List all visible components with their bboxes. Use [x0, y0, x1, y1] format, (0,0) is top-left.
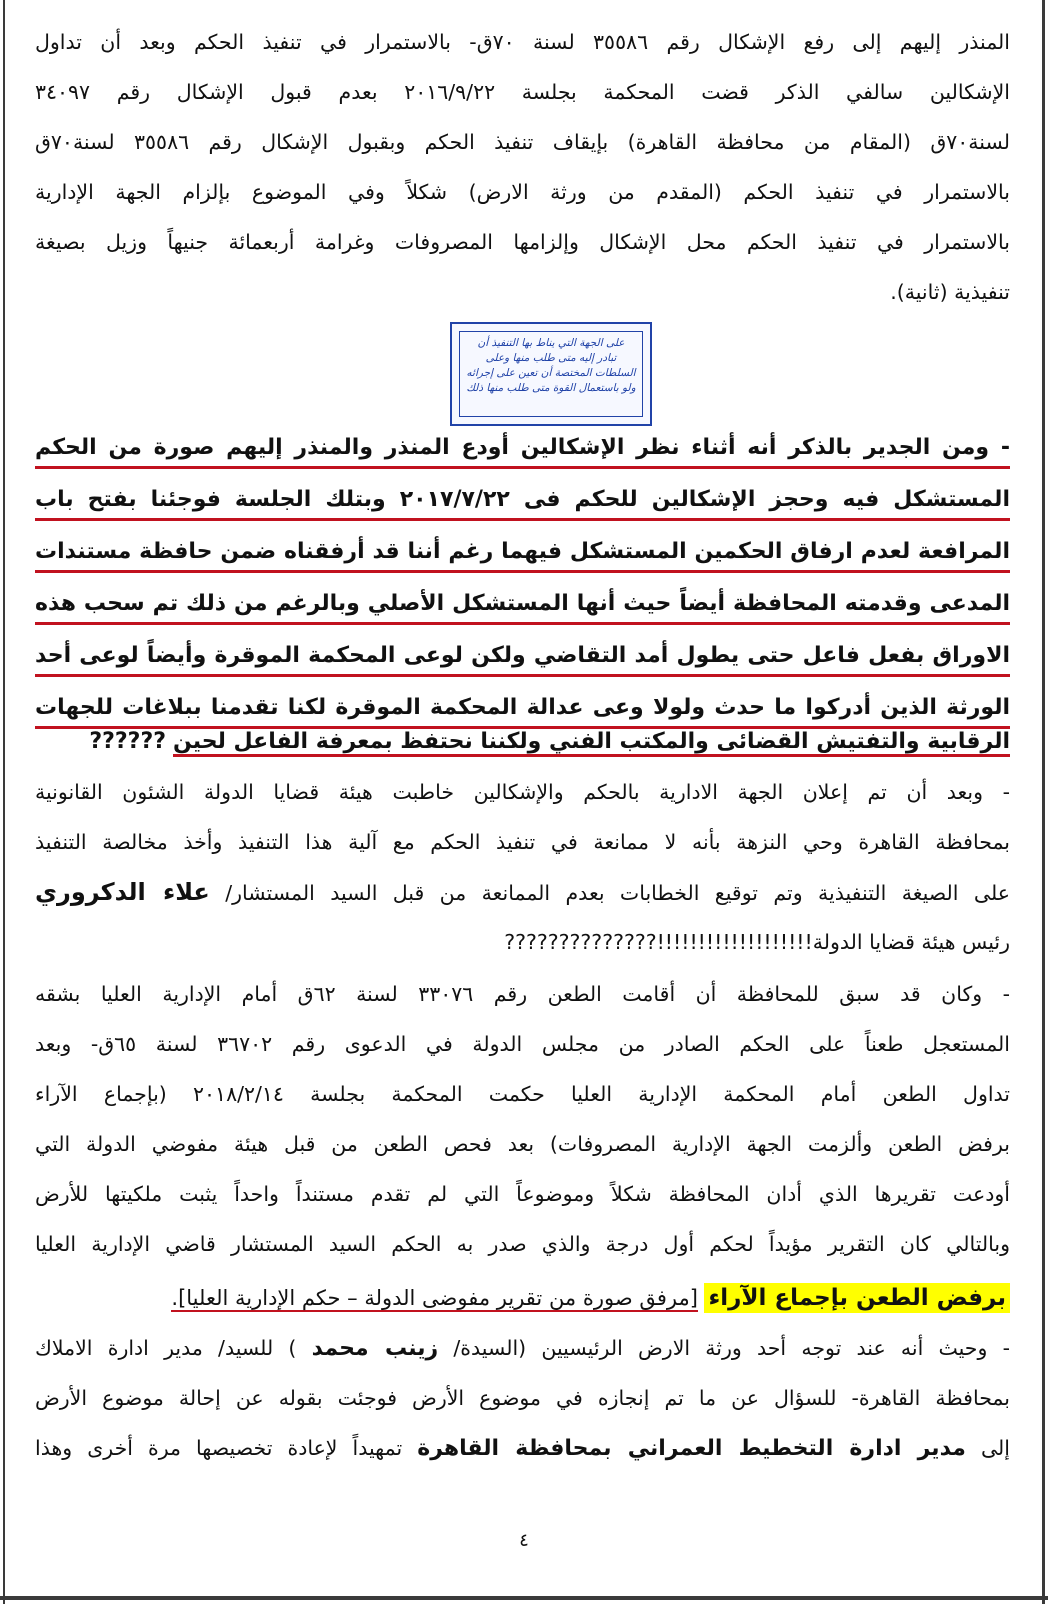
- paragraph-line: بالاستمرار في تنفيذ الحكم (المقدم من ورثة الارض) شكلاً وفي الموضوع بإلزام الجهة الإدارية: [35, 180, 1010, 204]
- underlined-line: الاوراق بفعل فاعل حتى يطول أمد التقاضي ولكن لوعى المحكمة الموقرة وأيضاً لوعى أحد: [35, 636, 1010, 677]
- paragraph-line: برفض الطعن وألزمت الجهة الإدارية المصروفات) بعد فحص الطعن من قبل هيئة مفوضي الدولة التي: [35, 1132, 1010, 1156]
- paragraph-line: [35, 1276, 1010, 1320]
- paragraph-line: تنفيذية (ثانية).: [890, 280, 1010, 304]
- scan-border-right: [1042, 0, 1045, 1604]
- underlined-line: المستشكل فيه وحجز الإشكالين للحكم فى ٢٠١٧/٧/٢٢ وبتلك الجلسة فوجئنا بفتح باب: [35, 480, 1010, 521]
- paragraph-line: [35, 876, 1010, 910]
- stamp-text: [460, 336, 642, 396]
- question-marks: ??????: [89, 729, 166, 754]
- highlighted-ruling: برفض الطعن بإجماع الآراء: [704, 1283, 1010, 1313]
- person-name: زينب محمد: [311, 1336, 439, 1361]
- paragraph-line: تداول الطعن أمام المحكمة الإدارية العليا حكمت المحكمة بجلسة ٢٠١٨/٢/١٤ (بإجماع الآراء: [35, 1082, 1010, 1106]
- paragraph-line: - وبعد أن تم إعلان الجهة الادارية بالحكم والإشكالين خاطبت هيئة قضايا الدولة الشئون القانونية: [35, 780, 1010, 804]
- stamp-line: السلطات المختصة أن تعين على إجرائه: [466, 367, 636, 379]
- underlined-line: - ومن الجدير بالذكر أنه أثناء نظر الإشكالين أودع المنذر والمنذر إليهم صورة من الحكم: [35, 428, 1010, 469]
- paragraph-line: المستعجل طعناً على الحكم الصادر من مجلس الدولة في الدعوى رقم ٣٦٧٠٢ لسنة ٦٥ق- وبعد: [35, 1032, 1010, 1056]
- official-title: مدير ادارة التخطيط العمراني بمحافظة القاهرة: [417, 1436, 966, 1461]
- paragraph-text: تمهيداً لإعادة تخصيصها مرة أخرى وهذا: [35, 1436, 403, 1460]
- paragraph-line: [35, 1432, 1010, 1466]
- underlined-line: المدعى وقدمته المحافظة أيضاً حيث أنها المستشكل الأصلي وبالرغم من ذلك تم سحب هذه: [35, 584, 1010, 625]
- paragraph-line: [35, 1332, 1010, 1366]
- paragraph-line: لسنة٧٠ق (المقام من محافظة القاهرة) بإيقاف تنفيذ الحكم وبقبول الإشكال رقم ٣٥٥٨٦ لسنة٧٠ق: [35, 130, 1010, 154]
- paragraph-text: ) للسيد/ مدير ادارة الاملاك: [35, 1336, 297, 1360]
- person-name: علاء الدكروري: [35, 878, 210, 906]
- stamp-line: على الجهة التي يناط بها التنفيذ أن: [477, 337, 625, 349]
- paragraph-line: وبالتالي كان التقرير مؤيداً لحكم أول درجة والذي صدر به الحكم السيد المستشار قاضي الإدارية العليا: [35, 1232, 1010, 1256]
- stamp-line: تبادر إليه متى طلب منها وعلى: [485, 352, 617, 364]
- paragraph-line: رئيس هيئة قضايا الدولة!!!!!!!!!!!!!!!!!!!??????????????: [504, 930, 1010, 954]
- underlined-line: المرافعة لعدم ارفاق الحكمين المستشكل فيهما رغم أننا قد أرفقناه ضمن حافظة مستندات: [35, 532, 1010, 573]
- paragraph-line: بمحافظة القاهرة وحي النزهة بأنه لا ممانعة في تنفيذ الحكم مع آلية هذا التنفيذ وأخذ مخالصة التنفيذ: [35, 830, 1010, 854]
- underlined-line: الورثة الذين أدركوا ما حدث ولولا وعى عدالة المحكمة الموقرة لكنا تقدمنا ببلاغات للجهات: [35, 688, 1010, 729]
- page-number: ٤: [519, 1530, 529, 1551]
- paragraph-text: - وحيث أنه عند توجه أحد ورثة الارض الرئيسيين (السيدة/: [453, 1336, 1010, 1360]
- paragraph-text: إلى: [980, 1436, 1010, 1460]
- paragraph-line: [35, 722, 1010, 762]
- scan-border-bottom: [0, 1596, 1048, 1600]
- paragraph-line: بمحافظة القاهرة- للسؤال عن ما تم إنجازه في موضوع الأرض فوجئت بقوله عن إحالة موضوع الأرض: [35, 1386, 1010, 1410]
- stamp-line: ولو باستعمال القوة متى طلب منها ذلك: [466, 382, 636, 394]
- attachment-note: [مرفق صورة من تقرير مفوضى الدولة – حكم الإدارية العليا].: [171, 1286, 698, 1310]
- paragraph-line: الإشكالين سالفي الذكر قضت المحكمة بجلسة ٢٠١٦/٩/٢٢ بعدم قبول الإشكال رقم ٣٤٠٩٧: [35, 80, 1010, 104]
- scan-border-left: [3, 0, 5, 1604]
- paragraph-text: على الصيغة التنفيذية وتم توقيع الخطابات بعدم الممانعة من قبل السيد المستشار/: [225, 881, 1010, 905]
- underlined-phrase: الرقابية والتفتيش القضائى والمكتب الفني ولكننا نحتفظ بمعرفة الفاعل لحين: [173, 729, 1010, 757]
- paragraph-line: المنذر إليهم إلى رفع الإشكال رقم ٣٥٥٨٦ لسنة ٧٠ق- بالاستمرار في تنفيذ الحكم وبعد أن تداول: [35, 30, 1010, 54]
- execution-stamp: [450, 322, 652, 426]
- paragraph-line: أودعت تقريرها الذي أدان المحافظة شكلاً وموضوعاً التي لم تقدم مستنداً واحداً يثبت ملكيتها للأرض: [35, 1182, 1010, 1206]
- paragraph-line: بالاستمرار في تنفيذ الحكم محل الإشكال وإلزامها المصروفات وغرامة أربعمائة جنيهاً وزيل بصيغة: [35, 230, 1010, 254]
- paragraph-line: - وكان قد سبق للمحافظة أن أقامت الطعن رقم ٣٣٠٧٦ لسنة ٦٢ق أمام الإدارية العليا بشقه: [35, 982, 1010, 1006]
